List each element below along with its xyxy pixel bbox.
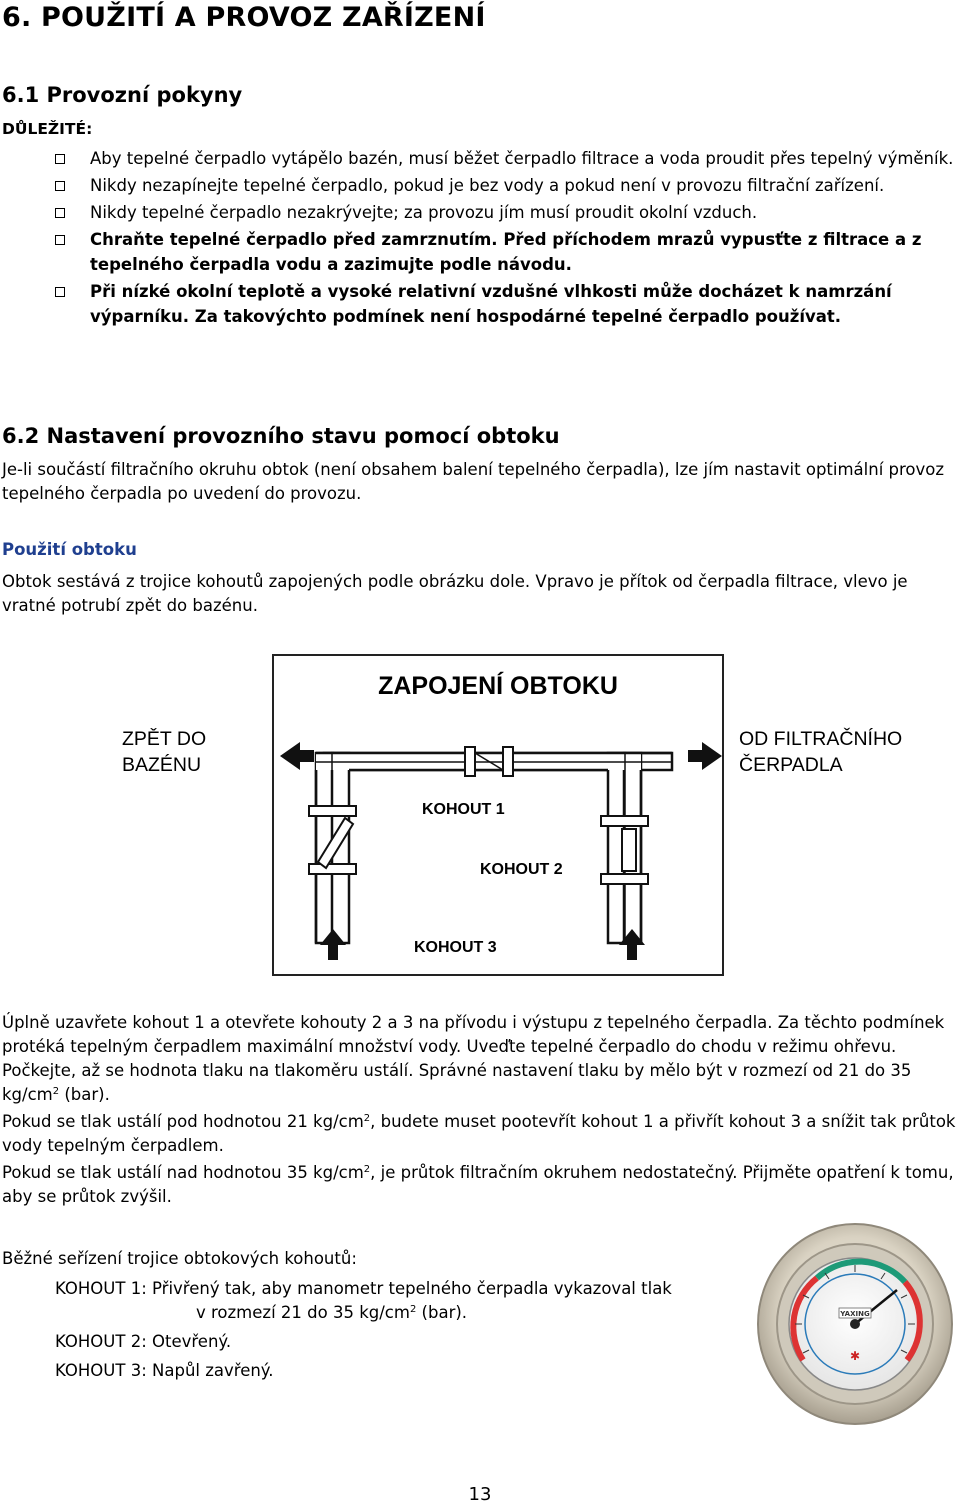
checkbox-bullet-icon [55, 287, 65, 297]
list-item: Nikdy nezapínejte tepelné čerpadlo, pokud je bez vody a pokud není v provozu filtrační zařízení. [55, 173, 955, 198]
gauge-logo-icon: ✱ [849, 1349, 861, 1363]
valve-1-label: KOHOUT 1 [422, 801, 505, 818]
bypass-description: Obtok sestává z trojice kohoutů zapojených podle obrázku dole. Vpravo je přítok od čerpadla filtrace, vlevo je vratné potrubí zpět do bazénu. [2, 572, 908, 615]
valve-2-label: KOHOUT 2 [480, 861, 563, 878]
paragraph-3: Pokud se tlak ustálí nad hodnotou 35 $kg/cm^2$, je průtok filtračním okruhem nedostatečný. Přijměte opatření k tomu, aby se průtok zvýšil. [2, 1163, 954, 1206]
list-item: Při nízké okolní teplotě a vysoké relativní vzdušné vlhkosti může docházet k namrzání výparníku. Za takovýchto podmínek není hospodárné tepelné čerpadlo používat. [55, 279, 955, 329]
checkbox-bullet-icon [55, 181, 65, 191]
section-6-2-intro: Je-li součástí filtračního okruhu obtok (není obsahem balení tepelného čerpadla), lze jím nastavit optimální provoz tepelného čerpadla po uvedení do provozu. [2, 460, 945, 503]
checkbox-bullet-icon [55, 235, 65, 245]
gauge-brand: YAXING [840, 1310, 870, 1318]
page-number: 13 [468, 1484, 492, 1505]
list-item: Aby tepelné čerpadlo vytápělo bazén, musí běžet čerpadlo filtrace a voda proudit přes tepelný výměník. [55, 146, 955, 171]
section-6-2-title: 6.2 Nastavení provozního stavu pomocí obtoku [2, 424, 560, 448]
bypass-diagram [272, 654, 724, 976]
paragraph-2: Pokud se tlak ustálí pod hodnotou 21 $kg/cm^2$, budete muset pootevřít kohout 1 a přivřít kohout 3 a snížit tak průtok vody tepelným čerpadlem. [2, 1112, 956, 1155]
instruction-list [55, 146, 955, 331]
valve-settings [2, 1247, 762, 1383]
checkbox-bullet-icon [55, 154, 65, 164]
paragraph-1: Úplně uzavřete kohout 1 a otevřete kohouty 2 a 3 na přívodu i výstupu z tepelného čerpadla. Za těchto podmínek protéká tepelným čerpadlem maximální množství vody. Uveďte tepelné čerpadlo do chodu v režimu ohřevu. Počkejte, až se hodnota tlaku na tlakoměru ustálí. Správné nastavení tlaku by mělo být v rozmezí od 21 do 35 $kg/cm^2$ (bar). [2, 1013, 945, 1104]
settings-title: Běžné seřízení trojice obtokových kohoutů: [2, 1249, 357, 1268]
list-item: Nikdy tepelné čerpadlo nezakrývejte; za provozu jím musí proudit okolní vzduch. [55, 200, 955, 225]
pressure-instructions [2, 1011, 957, 1212]
diagram-title: ZAPOJENÍ OBTOKU [378, 672, 618, 700]
valve-1-setting-range: v rozmezí 21 do 35 $kg/cm^2$ (bar). [196, 1303, 468, 1322]
bypass-subheading: Použití obtoku [2, 540, 137, 559]
valve-2-setting: KOHOUT 2: Otevřený. [55, 1332, 232, 1351]
from-filter-pump-label: OD FILTRAČNÍHO ČERPADLA [739, 728, 903, 776]
return-to-pool-label: ZPĚT DO BAZÉNU [122, 728, 207, 776]
valve-1-setting: KOHOUT 1: Přivřený tak, aby manometr tepelného čerpadla vykazoval tlak [55, 1279, 672, 1298]
pressure-gauge-image [755, 1220, 955, 1428]
valve-3-setting: KOHOUT 3: Napůl zavřený. [55, 1361, 274, 1380]
valve-3-label: KOHOUT 3 [414, 939, 497, 956]
page-heading: 6. POUŽITÍ A PROVOZ ZAŘÍZENÍ [2, 2, 486, 33]
important-label: DŮLEŽITÉ: [2, 120, 93, 138]
section-6-1-title: 6.1 Provozní pokyny [2, 83, 243, 107]
checkbox-bullet-icon [55, 208, 65, 218]
list-item: Chraňte tepelné čerpadlo před zamrznutím. Před příchodem mrazů vypusťte z filtrace a z tepelného čerpadla vodu a zazimujte podle návodu. [55, 227, 955, 277]
